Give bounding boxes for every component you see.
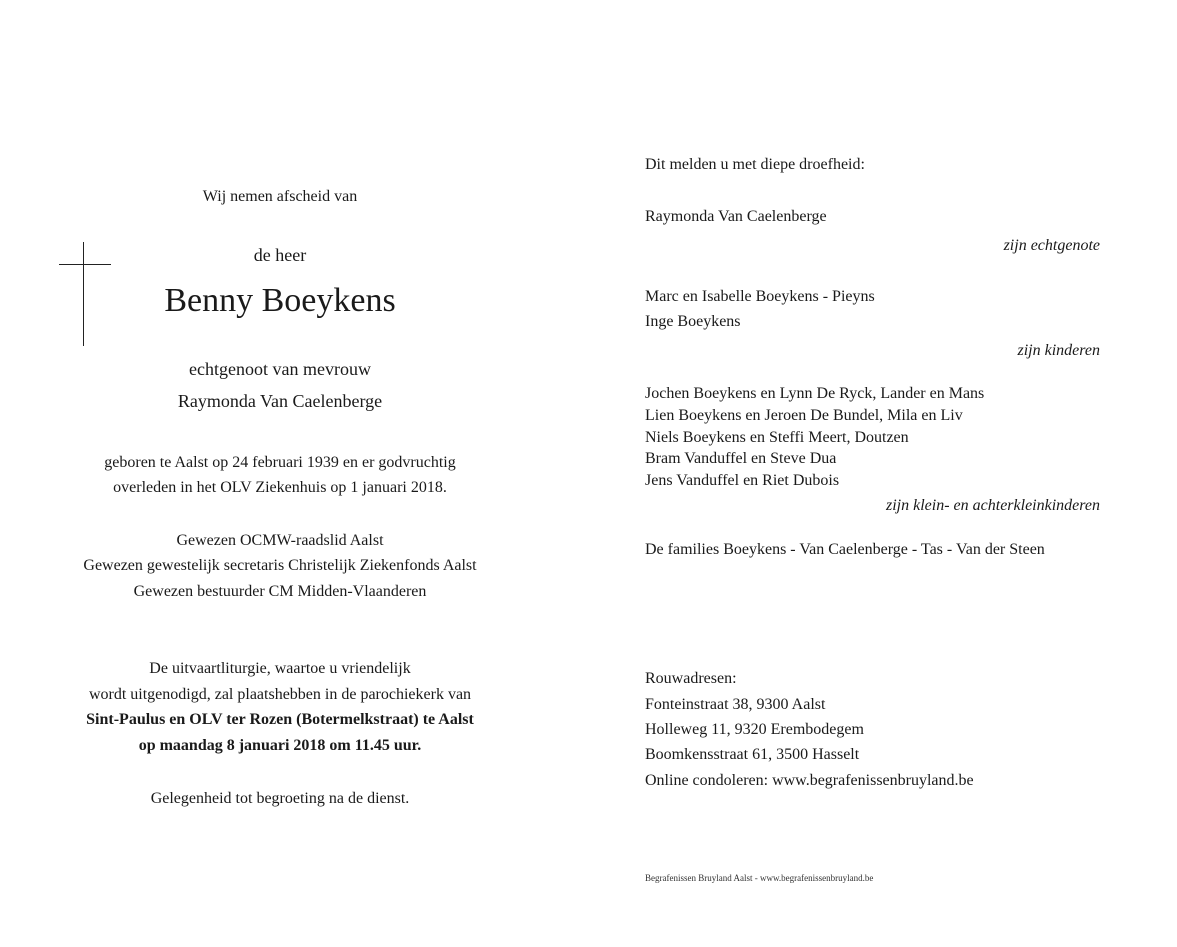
- grandchild-line: Jens Vanduffel en Riet Dubois: [645, 472, 840, 489]
- grandchild-line: Bram Vanduffel en Steve Dua: [645, 450, 837, 467]
- grandchild-line: Jochen Boeykens en Lynn De Ryck, Lander en Mans: [645, 385, 985, 402]
- families-line: De families Boeykens - Van Caelenberge - Tas - Van der Steen: [645, 541, 1045, 558]
- child-name: Marc en Isabelle Boeykens - Pieyns: [645, 288, 875, 305]
- children-role: zijn kinderen: [1017, 342, 1100, 359]
- grandchild-line: Niels Boeykens en Steffi Meert, Doutzen: [645, 429, 909, 446]
- service-line: De uitvaartliturgie, waartoe u vriendelijk: [149, 660, 411, 677]
- grandchildren-role: zijn klein- en achterkleinkinderen: [886, 497, 1100, 514]
- role-line: Gewezen bestuurder CM Midden-Vlaanderen: [133, 583, 427, 600]
- addresses-heading: Rouwadresen:: [645, 670, 737, 687]
- role-line: Gewezen gewestelijk secretaris Christelijk Ziekenfonds Aalst: [83, 557, 477, 574]
- spouse-line-2: Raymonda Van Caelenberge: [177, 391, 383, 411]
- address-line: Boomkensstraat 61, 3500 Hasselt: [645, 746, 860, 763]
- spouse-line-1: echtgenoot van mevrouw: [189, 359, 371, 379]
- title-prefix: de heer: [253, 245, 307, 265]
- reception-text: Gelegenheid tot begroeting na de dienst.: [150, 790, 410, 807]
- footer-credit: Begrafenissen Bruyland Aalst - www.begrafenissenbruyland.be: [645, 873, 874, 883]
- address-line: Holleweg 11, 9320 Erembodegem: [645, 721, 864, 738]
- announcement-heading: Dit melden u met diepe droefheid:: [645, 156, 865, 173]
- service-datetime: op maandag 8 januari 2018 om 11.45 uur.: [138, 737, 422, 754]
- birth-line-1: geboren te Aalst op 24 februari 1939 en er godvruchtig: [104, 454, 456, 471]
- grandchild-line: Lien Boeykens en Jeroen De Bundel, Mila en Liv: [645, 407, 963, 424]
- service-location: Sint-Paulus en OLV ter Rozen (Botermelkstraat) te Aalst: [86, 711, 474, 728]
- online-condolence-link[interactable]: Online condoleren: www.begrafenissenbruyland.be: [645, 772, 974, 789]
- service-line: wordt uitgenodigd, zal plaatshebben in de parochiekerk van: [88, 686, 472, 703]
- intro-text: Wij nemen afscheid van: [202, 188, 358, 205]
- spouse-role: zijn echtgenote: [1003, 237, 1100, 254]
- spouse-name: Raymonda Van Caelenberge: [645, 208, 827, 225]
- child-name: Inge Boeykens: [645, 313, 741, 330]
- birth-line-2: overleden in het OLV Ziekenhuis op 1 januari 2018.: [113, 479, 447, 496]
- role-line: Gewezen OCMW-raadslid Aalst: [176, 532, 384, 549]
- address-line: Fonteinstraat 38, 9300 Aalst: [645, 696, 826, 713]
- deceased-name: Benny Boeykens: [164, 282, 396, 319]
